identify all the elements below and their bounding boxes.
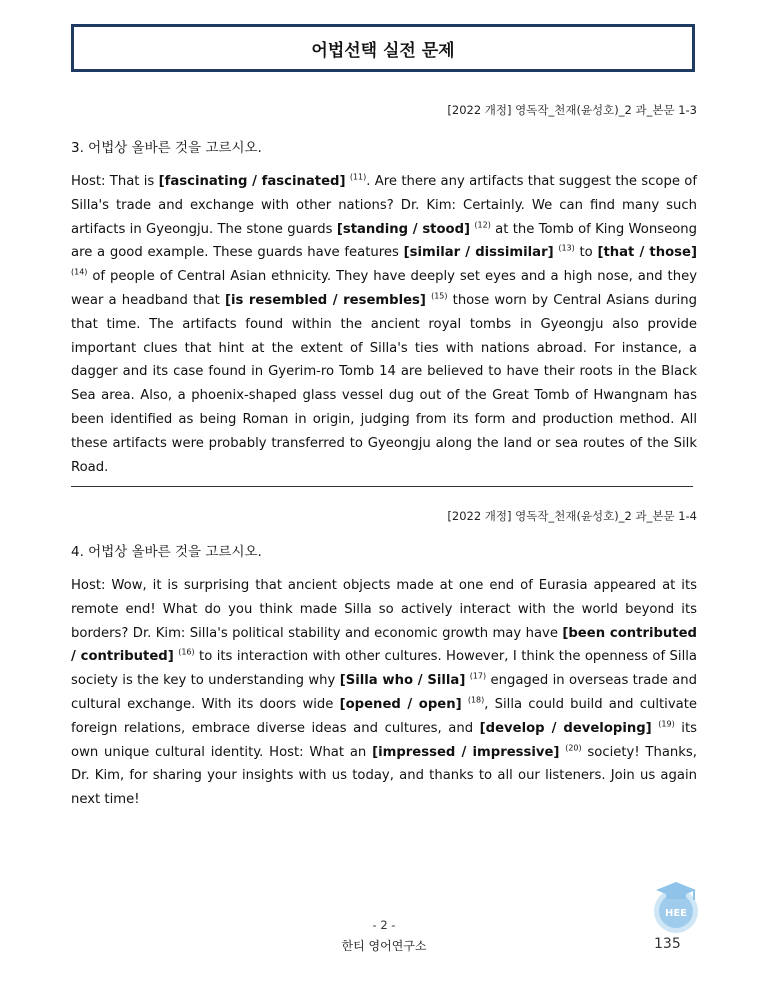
- q3-text: at the Tomb of King Wonseong are a good example. These guards have features: [71, 221, 697, 261]
- blank-number-12: (12): [474, 220, 491, 230]
- page-title-box: [71, 24, 695, 72]
- blank-number-19: (19): [658, 719, 675, 729]
- q4-text: society! Thanks, Dr. Kim, for sharing your insights with us today, and thanks to all our listeners. Join us again next time!: [71, 744, 697, 808]
- page-number: - 2 -: [372, 918, 396, 932]
- q4-text: its own unique cultural identity. Host: What an: [71, 720, 697, 760]
- choice-15: [is resembled / resembles]: [224, 292, 426, 308]
- choice-19: [develop / developing]: [479, 720, 652, 736]
- logo-text: HEE: [664, 908, 688, 919]
- q3-text: those worn by Central Asians during that time. The artifacts found within the ancient royal tombs in Gyeongju also provide important clues that hint at the extent of Silla's ties with nations abroad. For instance, a dagger and its case found in Gyerim-ro Tomb 14 are believed to have their roots in the Black Sea area. Also, a phoenix-shaped glass vessel dug out of the Great Tomb of Hwangnam has been identified as being Roman in origin, judging from its form and production method. All these artifacts were probably transferred to Gyeongju along the land or sea routes of the Silk Road.: [71, 292, 697, 475]
- choice-16: [been contributed / contributed]: [71, 625, 697, 665]
- blank-number-17: (17): [469, 671, 487, 681]
- q3-text: Host: That is: [71, 174, 159, 189]
- page-title: 어법선택 실전 문제: [311, 40, 455, 61]
- page-total: 135: [654, 936, 681, 952]
- blank-number-13: (13): [558, 244, 575, 253]
- choice-20: [impressed / impressive]: [372, 744, 560, 760]
- blank-number-11: (11): [349, 172, 367, 182]
- blank-number-16: (16): [178, 648, 195, 657]
- blank-number-18: (18): [467, 695, 485, 705]
- choice-13: [similar / dissimilar]: [403, 245, 554, 261]
- choice-11: [fascinating / fascinated]: [158, 174, 346, 189]
- q4-text: engaged in overseas trade and cultural exchange. With its doors wide: [71, 673, 697, 712]
- q4-heading: 4. 어법상 올바른 것을 고르시오.: [71, 544, 262, 560]
- blank-number-15: (15): [431, 291, 448, 301]
- q4-text: Host: Wow, it is surprising that ancient objects made at one end of Eurasia appeared at its remote end! What do you think made Silla so actively interact with the world beyond its borders? Dr. Kim: Silla's political stability and economic growth may have: [71, 578, 697, 641]
- q3-text: of people of Central Asian ethnicity. They have deeply set eyes and a high nose, and they wear a headband that: [71, 269, 697, 308]
- q3-text: . Are there any artifacts that suggest the scope of Silla's trade and exchange with other nations? Dr. Kim: Certainly. We can find many such artifacts in Gyeongju. The stone guards: [71, 174, 697, 237]
- blank-number-14: (14): [71, 267, 88, 277]
- q3-heading: 3. 어법상 올바른 것을 고르시오.: [71, 140, 262, 156]
- q3-text: to: [574, 245, 598, 261]
- choice-12: [standing / stood]: [336, 221, 471, 237]
- choice-17: [Silla who / Silla]: [339, 673, 466, 689]
- q4-text: to its interaction with other cultures. However, I think the openness of Silla society is the key to understanding why: [71, 649, 697, 689]
- q4-text: , Silla could build and cultivate foreign relations, embrace diverse ideas and cultures, and: [71, 696, 697, 736]
- section-divider: [71, 486, 693, 487]
- q3-passage: [71, 170, 697, 479]
- q4-source: [2022 개정] 영독작_천재(윤성호)_2 과_본문 1-4: [447, 509, 697, 523]
- blank-number-20: (20): [565, 743, 582, 753]
- q3-source: [2022 개정] 영독작_천재(윤성호)_2 과_본문 1-3: [447, 103, 697, 117]
- choice-18: [opened / open]: [339, 696, 462, 712]
- choice-14: [that / those]: [597, 245, 697, 261]
- hee-logo-icon: [650, 878, 702, 938]
- q4-passage: [71, 574, 697, 812]
- organization-name: 한티 영어연구소: [341, 939, 427, 953]
